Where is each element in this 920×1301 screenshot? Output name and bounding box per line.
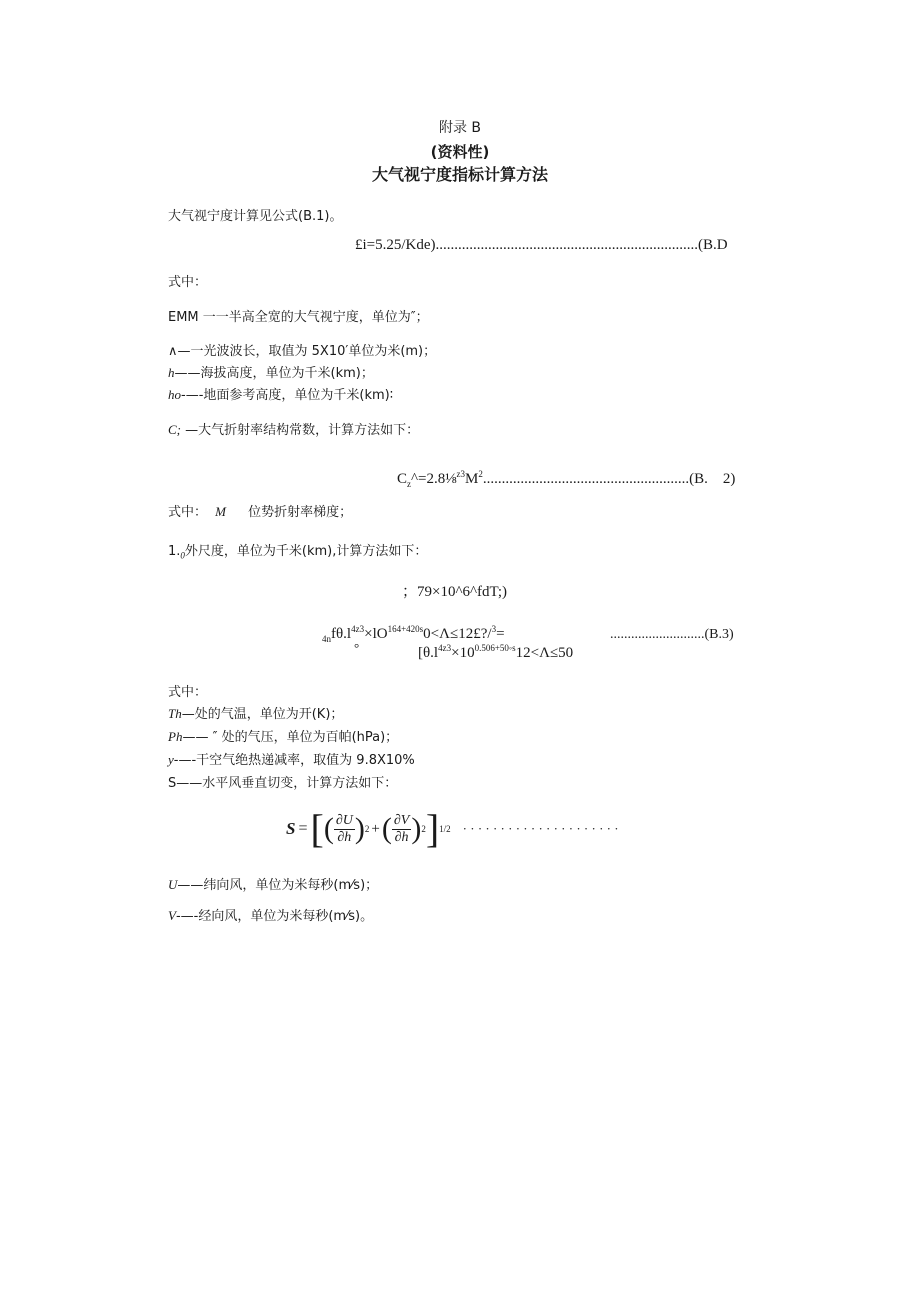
left-paren-icon: (	[381, 812, 392, 845]
equation-b3-part: ×lO	[364, 626, 388, 642]
symbol-h: h	[168, 365, 175, 380]
equation-b3-part: [θ.l	[418, 645, 439, 661]
definition-th-text: —处的气温，单位为开(K)；	[181, 707, 344, 722]
equation-b1	[355, 237, 728, 254]
symbol-s: S	[168, 776, 177, 791]
list-sub: 0	[180, 550, 185, 561]
equation-b3-part: ×10	[451, 645, 475, 661]
exponent-half: 1/2	[439, 824, 451, 834]
fraction-denominator: ∂h	[394, 829, 409, 845]
symbol-lambda: ∧	[168, 344, 178, 359]
symbol-ho: ho	[168, 387, 181, 402]
where-label-3: 式中：	[168, 685, 208, 700]
equation-s-equals: =	[298, 820, 308, 837]
where-label-1: 式中：	[168, 275, 208, 290]
list-item-text: 外尺度，单位为千米(km),计算方法如下：	[184, 544, 428, 559]
symbol-th: Th	[168, 706, 182, 721]
equation-wind-shear	[286, 802, 619, 856]
equation-b2-part: C	[397, 471, 408, 487]
equation-b3-sup: 164+420s	[387, 624, 424, 634]
definition-ho	[168, 384, 393, 403]
fraction-du-dh	[334, 813, 355, 846]
equation-b2	[397, 467, 735, 489]
equation-b3-line1	[322, 624, 505, 644]
symbol-y: y	[168, 752, 174, 767]
equation-b3-pre: 4n	[322, 634, 331, 644]
appendix-label: 附录 B	[438, 120, 482, 136]
page-title: 大气视宁度指标计算方法	[371, 165, 548, 184]
definition-c	[168, 419, 419, 438]
fraction-dv-dh	[392, 813, 411, 846]
equation-b3-label: (B.3)	[704, 627, 734, 642]
left-bracket-icon: [	[310, 806, 324, 851]
definition-v	[168, 905, 373, 924]
exponent-square: 2	[421, 824, 426, 834]
appendix-type: (资料性)	[430, 143, 490, 161]
where-label-2	[168, 501, 352, 520]
list-number: 1.	[168, 544, 181, 559]
equation-b1-dots: ......................................................................	[435, 237, 699, 253]
equation-b2-part: ^=2.8⅛	[411, 471, 457, 487]
equation-b3-sup: 4z3	[438, 643, 452, 653]
definition-s	[168, 772, 397, 791]
equation-b2-label: (B. 2)	[689, 471, 736, 487]
equation-b3-part: 0<Λ≤12£?/	[423, 626, 492, 642]
symbol-c: C;	[168, 422, 181, 437]
equation-b2-sup: 2	[478, 469, 483, 479]
equation-b2-sup: z3	[456, 469, 466, 479]
equation-b3-part: =	[496, 626, 505, 642]
definition-th	[168, 703, 343, 722]
symbol-emm: EMM	[168, 310, 199, 325]
equation-b1-formula: £i=5.25/Kde)	[355, 237, 436, 253]
definition-m-text: 位势折射率梯度；	[248, 505, 353, 520]
fraction-denominator: ∂h	[337, 829, 352, 845]
symbol-ph: Ph	[168, 729, 183, 744]
definition-h-text: ——海拔高度，单位为千米(km)；	[174, 366, 374, 381]
equation-b3-tail	[610, 627, 734, 643]
equation-b3-part: fθ.l	[331, 626, 352, 642]
right-bracket-icon: ]	[425, 806, 440, 851]
equation-b3-sup: 3	[491, 624, 497, 634]
equation-s-dots: · · · · · · · · · · · · · · · · · · · · ·	[462, 821, 619, 836]
definition-c-text: —大气折射率结构常数，计算方法如下：	[181, 423, 420, 438]
fraction-numerator: ∂V	[393, 812, 410, 828]
definition-ph	[168, 726, 398, 745]
list-item-1	[168, 540, 427, 561]
equation-intermediate: ；79×10^6^fdT;)	[402, 584, 508, 600]
definition-u	[168, 874, 378, 893]
equation-b2-dots: .......................................................	[482, 471, 690, 487]
definition-emm-text: 一一半高全宽的大气视宁度，单位为″；	[198, 310, 429, 325]
equation-b1-label: (B.D	[698, 237, 728, 253]
equation-b3-part: 12<Λ≤50	[515, 645, 574, 661]
equation-b3-dots: ...........................	[610, 627, 705, 642]
right-paren-icon: )	[411, 812, 422, 845]
equation-s-plus: +	[371, 820, 380, 837]
left-paren-icon: (	[323, 812, 334, 845]
where-lead: 式中：	[168, 505, 208, 520]
equation-b2-sub: z	[407, 479, 412, 489]
equation-s-lhs: S	[286, 819, 296, 838]
symbol-u: U	[168, 877, 178, 892]
definition-h	[168, 362, 374, 381]
exponent-square: 2	[364, 824, 370, 834]
intro-text: 大气视宁度计算见公式(B.1)。	[168, 209, 343, 224]
definition-ph-text: —— ″ 处的气压，单位为百帕(hPa)；	[182, 730, 399, 745]
symbol-v: V	[168, 908, 176, 923]
definition-emm	[168, 306, 429, 325]
equation-b3-circle: °	[354, 640, 360, 655]
definition-lambda	[168, 340, 436, 359]
right-paren-icon: )	[354, 812, 365, 845]
definition-ho-text: -—-地面参考高度，单位为千米(km)∶	[181, 388, 394, 403]
fraction-numerator: ∂U	[335, 812, 353, 828]
definition-u-text: ——纬向风，单位为米每秒(m⁄s)；	[177, 878, 379, 893]
equation-b3-line2	[418, 643, 573, 662]
equation-b3-sup: 0.506+50◦s	[474, 643, 516, 653]
equation-b2-part: M	[465, 471, 479, 487]
symbol-m: M	[215, 504, 226, 519]
definition-s-text: ——水平风垂直切变，计算方法如下：	[176, 776, 398, 791]
definition-y	[168, 749, 415, 768]
equation-b3-sup: 4z3	[351, 624, 365, 634]
definition-lambda-text: —一光波波长，取值为 5X10′单位为米(m)；	[177, 344, 437, 359]
definition-v-text: -—-经向风，单位为米每秒(m⁄s)。	[175, 909, 374, 924]
definition-y-text: -—-干空气绝热递减率，取值为 9.8X10%	[173, 753, 415, 768]
